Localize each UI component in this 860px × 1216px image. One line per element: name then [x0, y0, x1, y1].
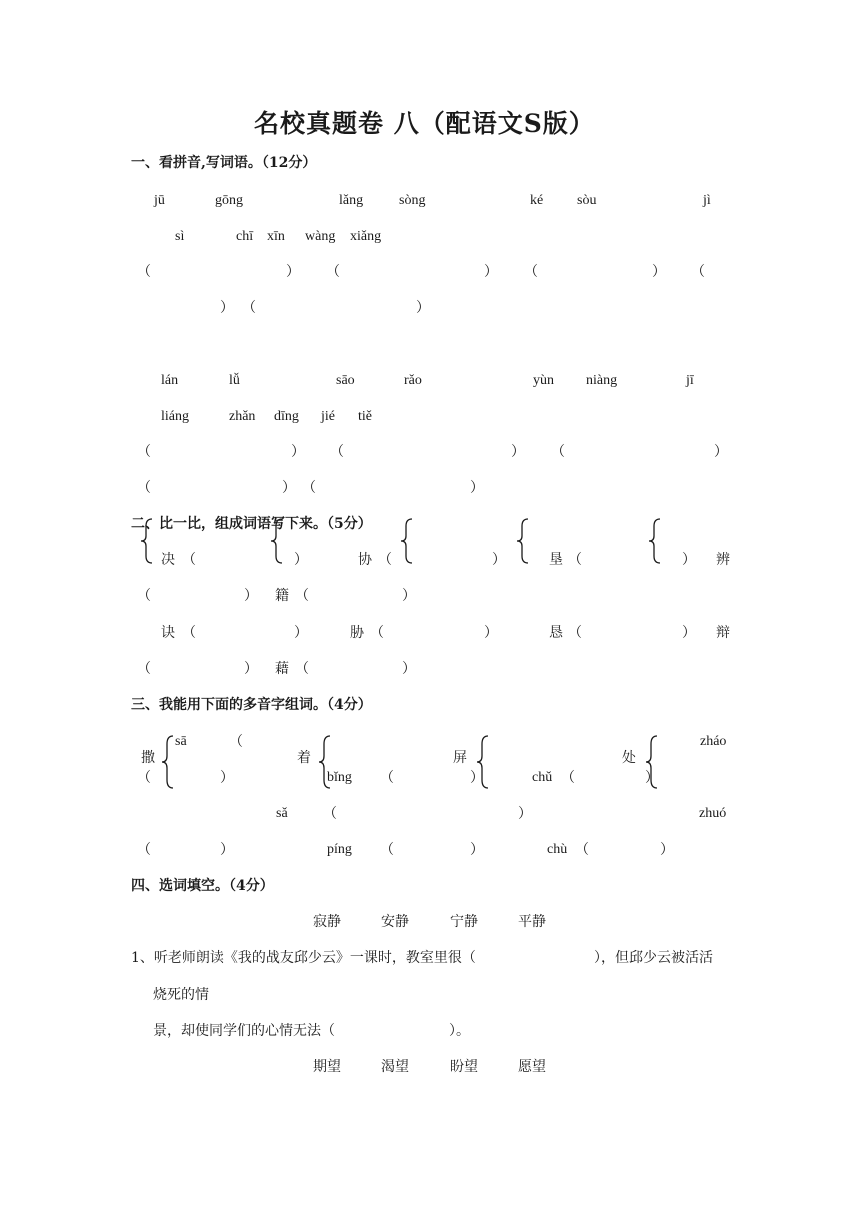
char: 撒 [141, 750, 155, 766]
blank-open: （ [242, 300, 256, 316]
pinyin: liáng [161, 409, 189, 424]
blank-close: ） [294, 552, 308, 568]
curly-brace-icon [140, 518, 154, 564]
pinyin: sòng [399, 193, 426, 208]
blank-close: ） [518, 806, 532, 822]
blank-close: ） [220, 300, 234, 316]
pinyin: xīn [267, 229, 285, 244]
pinyin: zháo [700, 734, 727, 749]
blank-close: ） [645, 770, 659, 786]
pinyin: jì [703, 193, 711, 208]
curly-brace-icon [648, 518, 662, 564]
blank-close: ） [294, 625, 308, 641]
blank-open: （ [182, 552, 196, 568]
blank-open: （ [302, 480, 316, 496]
char: 决 [161, 552, 175, 568]
blank-open: （ [330, 444, 344, 460]
question-1-line3-end: ）。 [449, 1023, 470, 1039]
blank-close: ） [682, 552, 696, 568]
blank-open: （ [137, 842, 151, 858]
blank-open: （ [575, 842, 589, 858]
blank-close: ） [484, 264, 498, 280]
blank-close: ） [282, 480, 296, 496]
blank-close: ） [492, 552, 506, 568]
word-option: 期望 [313, 1059, 341, 1075]
pinyin: lán [161, 373, 179, 388]
pinyin: wàng [305, 229, 336, 244]
char: 藉 [275, 661, 289, 677]
blank-close: ） [244, 588, 258, 604]
blank-open: （ [137, 588, 151, 604]
blank-close: ） [402, 588, 416, 604]
section-4-heading: 四、选词填空。（4分） [131, 878, 274, 894]
blank-open: （ [137, 770, 151, 786]
blank-open: （ [380, 842, 394, 858]
pinyin: jū [154, 193, 165, 208]
blank-open: （ [551, 444, 565, 460]
blank-open: （ [137, 661, 151, 677]
blank-open: （ [561, 770, 575, 786]
blank-close: ） [220, 770, 234, 786]
blank-open: （ [295, 588, 309, 604]
blank-close: ） [470, 770, 484, 786]
section-3-heading: 三、我能用下面的多音字组词。（4分） [131, 697, 372, 713]
char: 辨 [716, 552, 730, 568]
blank-open: （ [137, 480, 151, 496]
blank-close: ） [652, 264, 666, 280]
section-1-heading: 一、看拼音,写词语。（12分） [131, 155, 317, 171]
blank-open: （ [524, 264, 538, 280]
pinyin: sǎ [276, 806, 288, 821]
word-option: 愿望 [518, 1059, 546, 1075]
word-option: 寂静 [313, 914, 341, 930]
blank-open: （ [568, 552, 582, 568]
question-1-line2: 烧死的情 [153, 987, 209, 1003]
pinyin: sì [175, 229, 185, 244]
pinyin: rǎo [404, 373, 422, 388]
blank-close: ） [484, 625, 498, 641]
char: 着 [297, 750, 311, 766]
question-1-line3: 景，却使同学们的心情无法（ [153, 1023, 335, 1039]
blank-open: （ [378, 552, 392, 568]
pinyin: píng [327, 842, 352, 857]
question-1-text-cont: ），但邱少云被活活 [594, 950, 713, 966]
pinyin: lǚ [229, 373, 240, 388]
pinyin: jié [321, 409, 335, 424]
char: 辩 [716, 625, 730, 641]
blank-open: （ [691, 264, 705, 280]
pinyin: dīng [274, 409, 299, 424]
pinyin: chī [236, 229, 254, 244]
blank-open: （ [295, 661, 309, 677]
blank-close: ） [714, 444, 728, 460]
blank-close: ） [244, 661, 258, 677]
blank-close: ） [402, 661, 416, 677]
pinyin: zhuó [699, 806, 727, 821]
word-option: 宁静 [450, 914, 478, 930]
blank-close: ） [470, 842, 484, 858]
blank-close: ） [511, 444, 525, 460]
blank-close: ） [470, 480, 484, 496]
char: 协 [358, 552, 372, 568]
pinyin: sòu [577, 193, 597, 208]
curly-brace-icon [270, 518, 284, 564]
pinyin: chù [547, 842, 568, 857]
word-option: 平静 [518, 914, 546, 930]
pinyin: sā [175, 734, 187, 749]
char: 籍 [275, 588, 289, 604]
pinyin: zhǎn [229, 409, 256, 424]
curly-brace-icon [161, 735, 175, 789]
char: 恳 [549, 625, 563, 641]
page-title: 名校真题卷 八（配语文S版） [254, 109, 595, 138]
pinyin: jī [686, 373, 694, 388]
blank-close: ） [286, 264, 300, 280]
word-option: 渴望 [381, 1059, 409, 1075]
curly-brace-icon [400, 518, 414, 564]
blank-open: （ [137, 444, 151, 460]
question-1-text: 1、听老师朗读《我的战友邱少云》一课时，教室里很（ [131, 950, 476, 966]
word-option: 盼望 [450, 1059, 478, 1075]
blank-open: （ [323, 806, 337, 822]
blank-close: ） [682, 625, 696, 641]
char: 屏 [453, 750, 467, 766]
blank-open: （ [229, 734, 243, 750]
word-option: 安静 [381, 914, 409, 930]
blank-open: （ [370, 625, 384, 641]
blank-close: ） [660, 842, 674, 858]
blank-open: （ [326, 264, 340, 280]
blank-open: （ [182, 625, 196, 641]
pinyin: sāo [336, 373, 355, 388]
pinyin: chǔ [532, 770, 553, 785]
blank-open: （ [568, 625, 582, 641]
char: 胁 [350, 625, 364, 641]
pinyin: tiě [358, 409, 372, 424]
blank-open: （ [380, 770, 394, 786]
pinyin: gōng [215, 193, 243, 208]
pinyin: lǎng [339, 193, 364, 208]
curly-brace-icon [516, 518, 530, 564]
blank-open: （ [137, 264, 151, 280]
char: 处 [622, 750, 636, 766]
blank-close: ） [291, 444, 305, 460]
section-2-heading: 二、比一比，组成词语写下来。（5分） [131, 516, 372, 532]
pinyin: ké [530, 193, 544, 208]
pinyin: niàng [586, 373, 618, 388]
pinyin: bǐng [327, 770, 352, 785]
pinyin: yùn [533, 373, 554, 388]
blank-close: ） [416, 300, 430, 316]
pinyin: xiǎng [350, 229, 382, 244]
char: 诀 [161, 625, 175, 641]
char: 垦 [549, 552, 563, 568]
blank-close: ） [220, 842, 234, 858]
